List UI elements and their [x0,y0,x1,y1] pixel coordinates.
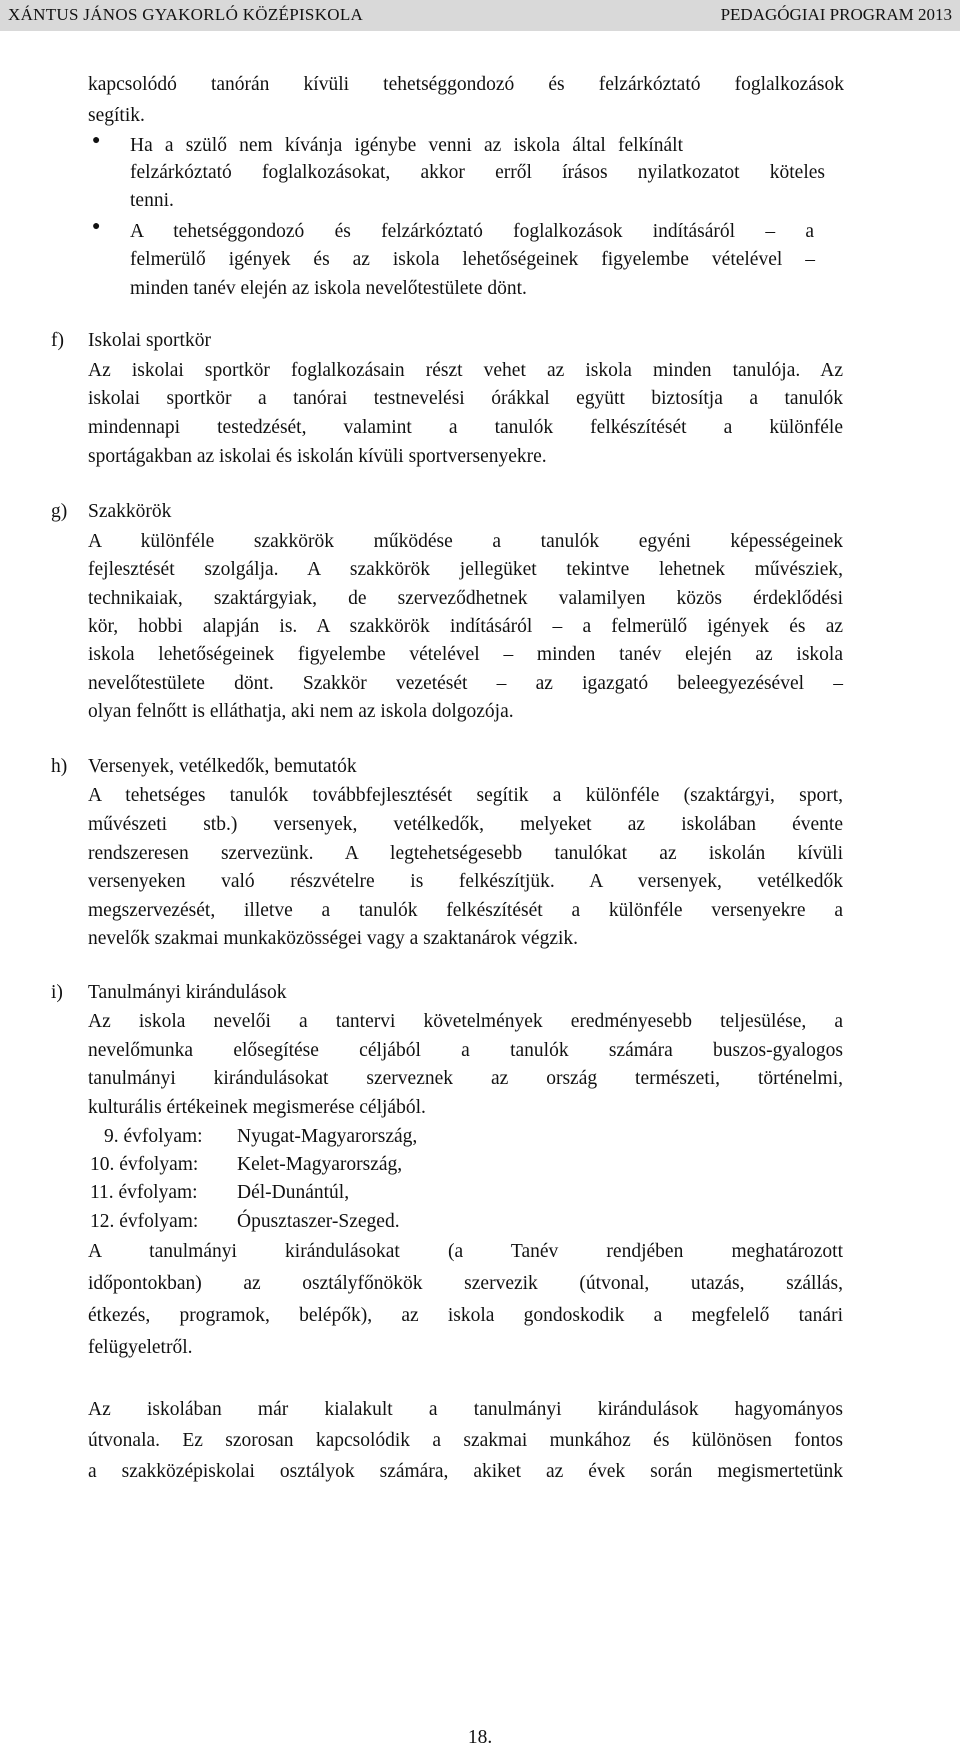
section-heading: Versenyek, vetélkedők, bemutatók [88,756,357,777]
text-line: Ha a szülő nem kívánja igénybe venni az iskola által felkínált [130,135,683,156]
text-line: A különféle szakkörök működése a tanulók egyéni képességeinek [88,531,843,552]
text-line: felmerülő igények és az iskola lehetőségeinek figyelembe vételével – [130,249,815,270]
text-line: Az iskola nevelői a tantervi követelmények eredményesebb teljesülése, a [88,1011,843,1032]
text-line: iskolai sportkör a tanórai testnevelési órákkal együtt biztosítja a tanulók [88,388,843,409]
grade-label: 11. évfolyam: [90,1182,198,1203]
text-line: segítik. [88,105,145,126]
document-title: PEDAGÓGIAI PROGRAM 2013 [720,5,952,24]
text-line: művészeti stb.) versenyek, vetélkedők, melyeket az iskolában évente [88,814,843,835]
text-line: kör, hobbi alapján is. A szakkörök indításáról – a felmerülő igények és az [88,616,843,637]
grade-label: 9. évfolyam: [104,1126,203,1147]
text-line: útvonala. Ez szorosan kapcsolódik a szakmai munkához és különösen fontos [88,1430,843,1451]
page-number: 18. [467,1727,493,1748]
text-line: minden tanév elején az iskola nevelőtestülete dönt. [130,278,527,299]
grade-destination: Kelet-Magyarország, [237,1154,403,1175]
grade-label: 10. évfolyam: [90,1154,199,1175]
page-header [0,0,960,31]
text-line: A tanulmányi kirándulásokat (a Tanév rendjében meghatározott [88,1241,843,1262]
text-line: időpontokban) az osztályfőnökök szervezik (útvonal, utazás, szállás, [88,1273,843,1294]
text-line: rendszeresen szervezünk. A legtehetségesebb tanulókat az iskolán kívüli [88,843,843,864]
grade-label: 12. évfolyam: [90,1211,199,1232]
list-marker: f) [51,330,64,351]
grade-destination: Nyugat-Magyarország, [237,1126,418,1147]
text-line: megszervezését, illetve a tanulók felkészítését a különféle versenyekre a [88,900,843,921]
text-line: iskola lehetőségeinek figyelembe vételével – minden tanév elején az iskola [88,644,843,665]
text-line: tanulmányi kirándulásokat szerveznek az ország természeti, történelmi, [88,1068,843,1089]
grade-destination: Dél-Dunántúl, [237,1182,350,1203]
text-line: tenni. [130,190,174,211]
section-heading: Iskolai sportkör [88,330,211,351]
list-marker: g) [51,501,68,522]
text-line: nevelők szakmai munkaközösségei vagy a szaktanárok végzik. [88,928,579,949]
text-line: mindennapi testedzését, valamint a tanulók felkészítését a különféle [88,417,843,438]
text-line: felzárkóztató foglalkozásokat, akkor erről írásos nyilatkozatot köteles [130,162,825,183]
text-line: technikaiak, szaktárgyiak, de szerveződhetnek valamilyen közös érdeklődési [88,588,843,609]
text-line: Az iskolai sportkör foglalkozásain részt vehet az iskola minden tanulója. Az [88,360,843,381]
text-line: a szakközépiskolai osztályok számára, akiket az évek során megismertetünk [88,1461,843,1482]
text-line: A tehetséges tanulók továbbfejlesztését segítik a különféle (szaktárgyi, sport, [88,785,843,806]
text-line: kulturális értékeinek megismerése céljából. [88,1097,426,1118]
list-marker: h) [51,756,68,777]
section-heading: Tanulmányi kirándulások [88,982,287,1003]
text-line: olyan felnőtt is elláthatja, aki nem az iskola dolgozója. [88,701,514,722]
text-line: étkezés, programok, belépők), az iskola gondoskodik a megfelelő tanári [88,1305,843,1326]
list-marker: i) [51,982,63,1003]
text-line: A tehetséggondozó és felzárkóztató foglalkozások indításáról – a [130,221,814,242]
grade-destination: Ópusztaszer-Szeged. [237,1211,400,1232]
text-line: sportágakban az iskolai és iskolán kívüli sportversenyekre. [88,446,547,467]
text-line: kapcsolódó tanórán kívüli tehetséggondozó és felzárkóztató foglalkozások [88,74,844,95]
text-line: nevelőmunka elősegítése céljából a tanulók számára buszos-gyalogos [88,1040,843,1061]
text-line: versenyeken való részvételre is felkészítjük. A versenyek, vetélkedők [88,871,843,892]
text-line: felügyeletről. [88,1337,193,1358]
bullet-icon: ● [92,133,101,148]
text-line: fejlesztését szolgálja. A szakkörök jellegüket tekintve lehetnek művésziek, [88,559,843,580]
school-name: XÁNTUS JÁNOS GYAKORLÓ KÖZÉPISKOLA [8,5,364,24]
text-line: nevelőtestülete dönt. Szakkör vezetését – az igazgató beleegyezésével – [88,673,843,694]
text-line: Az iskolában már kialakult a tanulmányi kirándulások hagyományos [88,1399,843,1420]
bullet-icon: ● [92,219,101,234]
section-heading: Szakkörök [88,501,172,522]
